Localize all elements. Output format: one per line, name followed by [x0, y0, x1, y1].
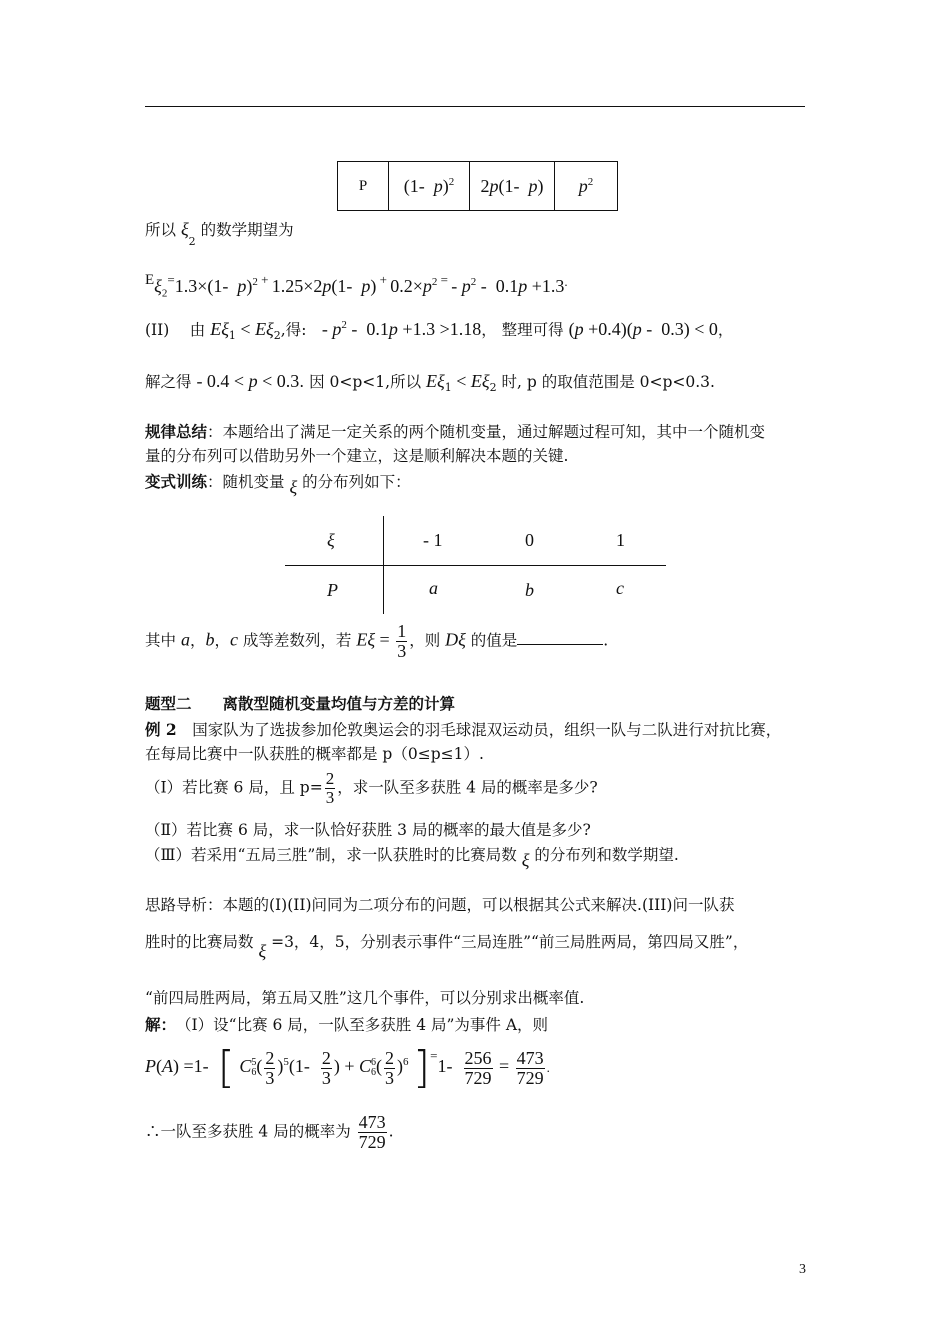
section-heading: 题型二 离散型随机变量均值与方差的计算 [145, 694, 456, 713]
question-1: （Ⅰ）若比赛 6 局，且 p= $\frac{2}{3}$ ，求一队至多获胜 4 局的概率是多少? [145, 769, 598, 807]
text-line-variance-question: 其中 a，b，c 成等差数列，若 Eξ = $\frac{1}{3}$ ，则 Dξ 的值是 . [145, 621, 609, 661]
analysis-line-1: 思路导析：本题的(I)(II)问同为二项分布的问题，可以根据其公式来解决.(III)问一队获 [145, 896, 735, 914]
analysis-line-3: “前四局胜两局，第五局又胜”这几个事件，可以分别求出概率值. [145, 989, 585, 1007]
text-line-solution-range: 解之得 - 0.4 < p < 0.3. 因 0<p<1,所以 $E\xi_1 < E\xi_2$ 时, p 的取值范围是 0<p<0.3. [145, 371, 715, 395]
question-2: （Ⅱ）若比赛 6 局，求一队恰好获胜 3 局的概率的最大值是多少? [145, 821, 591, 839]
equation-expectation-xi2: $^E\xi_2^=1.3\times(1-$ p)$^2$ + 1.25×2p(1- p) + $0.2\times p^2$ $^= - p^2 - 0.1p +1.3^.$ [145, 272, 568, 300]
conclusion: ∴一队至多获胜 4 局的概率为 $\frac{473}{729}$ . [145, 1112, 394, 1152]
t1-cell-2: 2p(1- p) [470, 162, 555, 211]
t2-h2: 0 [525, 530, 534, 550]
t1-cell-p: P [338, 162, 389, 211]
fraction-one-third: $\frac{1}{3}$ [397, 621, 407, 661]
t2-r1: a [429, 578, 438, 598]
variant-training: 变式训练：随机变量 ξ 的分布列如下： [145, 472, 411, 497]
t2-r0: P [327, 580, 338, 600]
question-3: （Ⅲ）若采用“五局三胜”制，求一队获胜时的比赛局数 ξ 的分布列和数学期望. [145, 846, 679, 870]
t2-r2: b [525, 580, 534, 600]
example-2: 例 2 国家队为了选拔参加伦敦奥运会的羽毛球混双运动员，组织一队与二队进行对抗比赛， [145, 720, 782, 739]
t1-cell-3: $p^2$ [555, 162, 618, 211]
t2-hline [285, 565, 666, 566]
solution-intro: 解： （Ⅰ）设“比赛 6 局，一队至多获胜 4 局”为事件 A，则 [145, 1015, 549, 1034]
t2-h3: 1 [616, 530, 625, 550]
example-2-cont: 在每局比赛中一队获胜的概率都是 p（0≤p≤1）. [145, 745, 484, 763]
analysis-line-2: 胜时的比赛局数 ξ =3，4，5，分别表示事件“三局连胜”“前三局胜两局，第四局又胜”， [145, 933, 749, 961]
page-number: 3 [799, 1262, 806, 1277]
t2-h0: ξ [327, 530, 335, 550]
header-rule [145, 106, 805, 107]
text-line-expectation-intro: 所以 $\xi_2$ 的数学期望为 [145, 219, 294, 249]
rule-summary: 规律总结：本题给出了满足一定关系的两个随机变量，通过解题过程可知，其中一个随机变 [145, 422, 766, 441]
distribution-table-xi2 [337, 161, 618, 211]
text-line-part-ii: (II) 由 $E\xi_1 < E\xi_2$,得: - $p^2 - 0.1p +1.3 >1.18$， 整理可得 (p +0.4)(p - 0.3) < 0， [145, 319, 734, 343]
answer-blank [517, 630, 603, 645]
equation-probability-a: P(A) =1- [ C 5 6 ( $\frac{2}{3}$ )$^5$(1- $\frac{2}{3}$ ) + C 6 6 ( $\frac{2}{3}$ )$^6$ ]=1- $\frac{256}{729}$ = $\frac{473}{729}$ . [145, 1042, 550, 1093]
t2-h1: - 1 [423, 530, 443, 550]
t1-cell-1: (1- p)$^2$ [389, 162, 470, 211]
rule-summary-cont: 量的分布列可以借助另外一个建立，这是顺利解决本题的关键. [145, 447, 569, 465]
t2-r3: c [616, 578, 624, 598]
